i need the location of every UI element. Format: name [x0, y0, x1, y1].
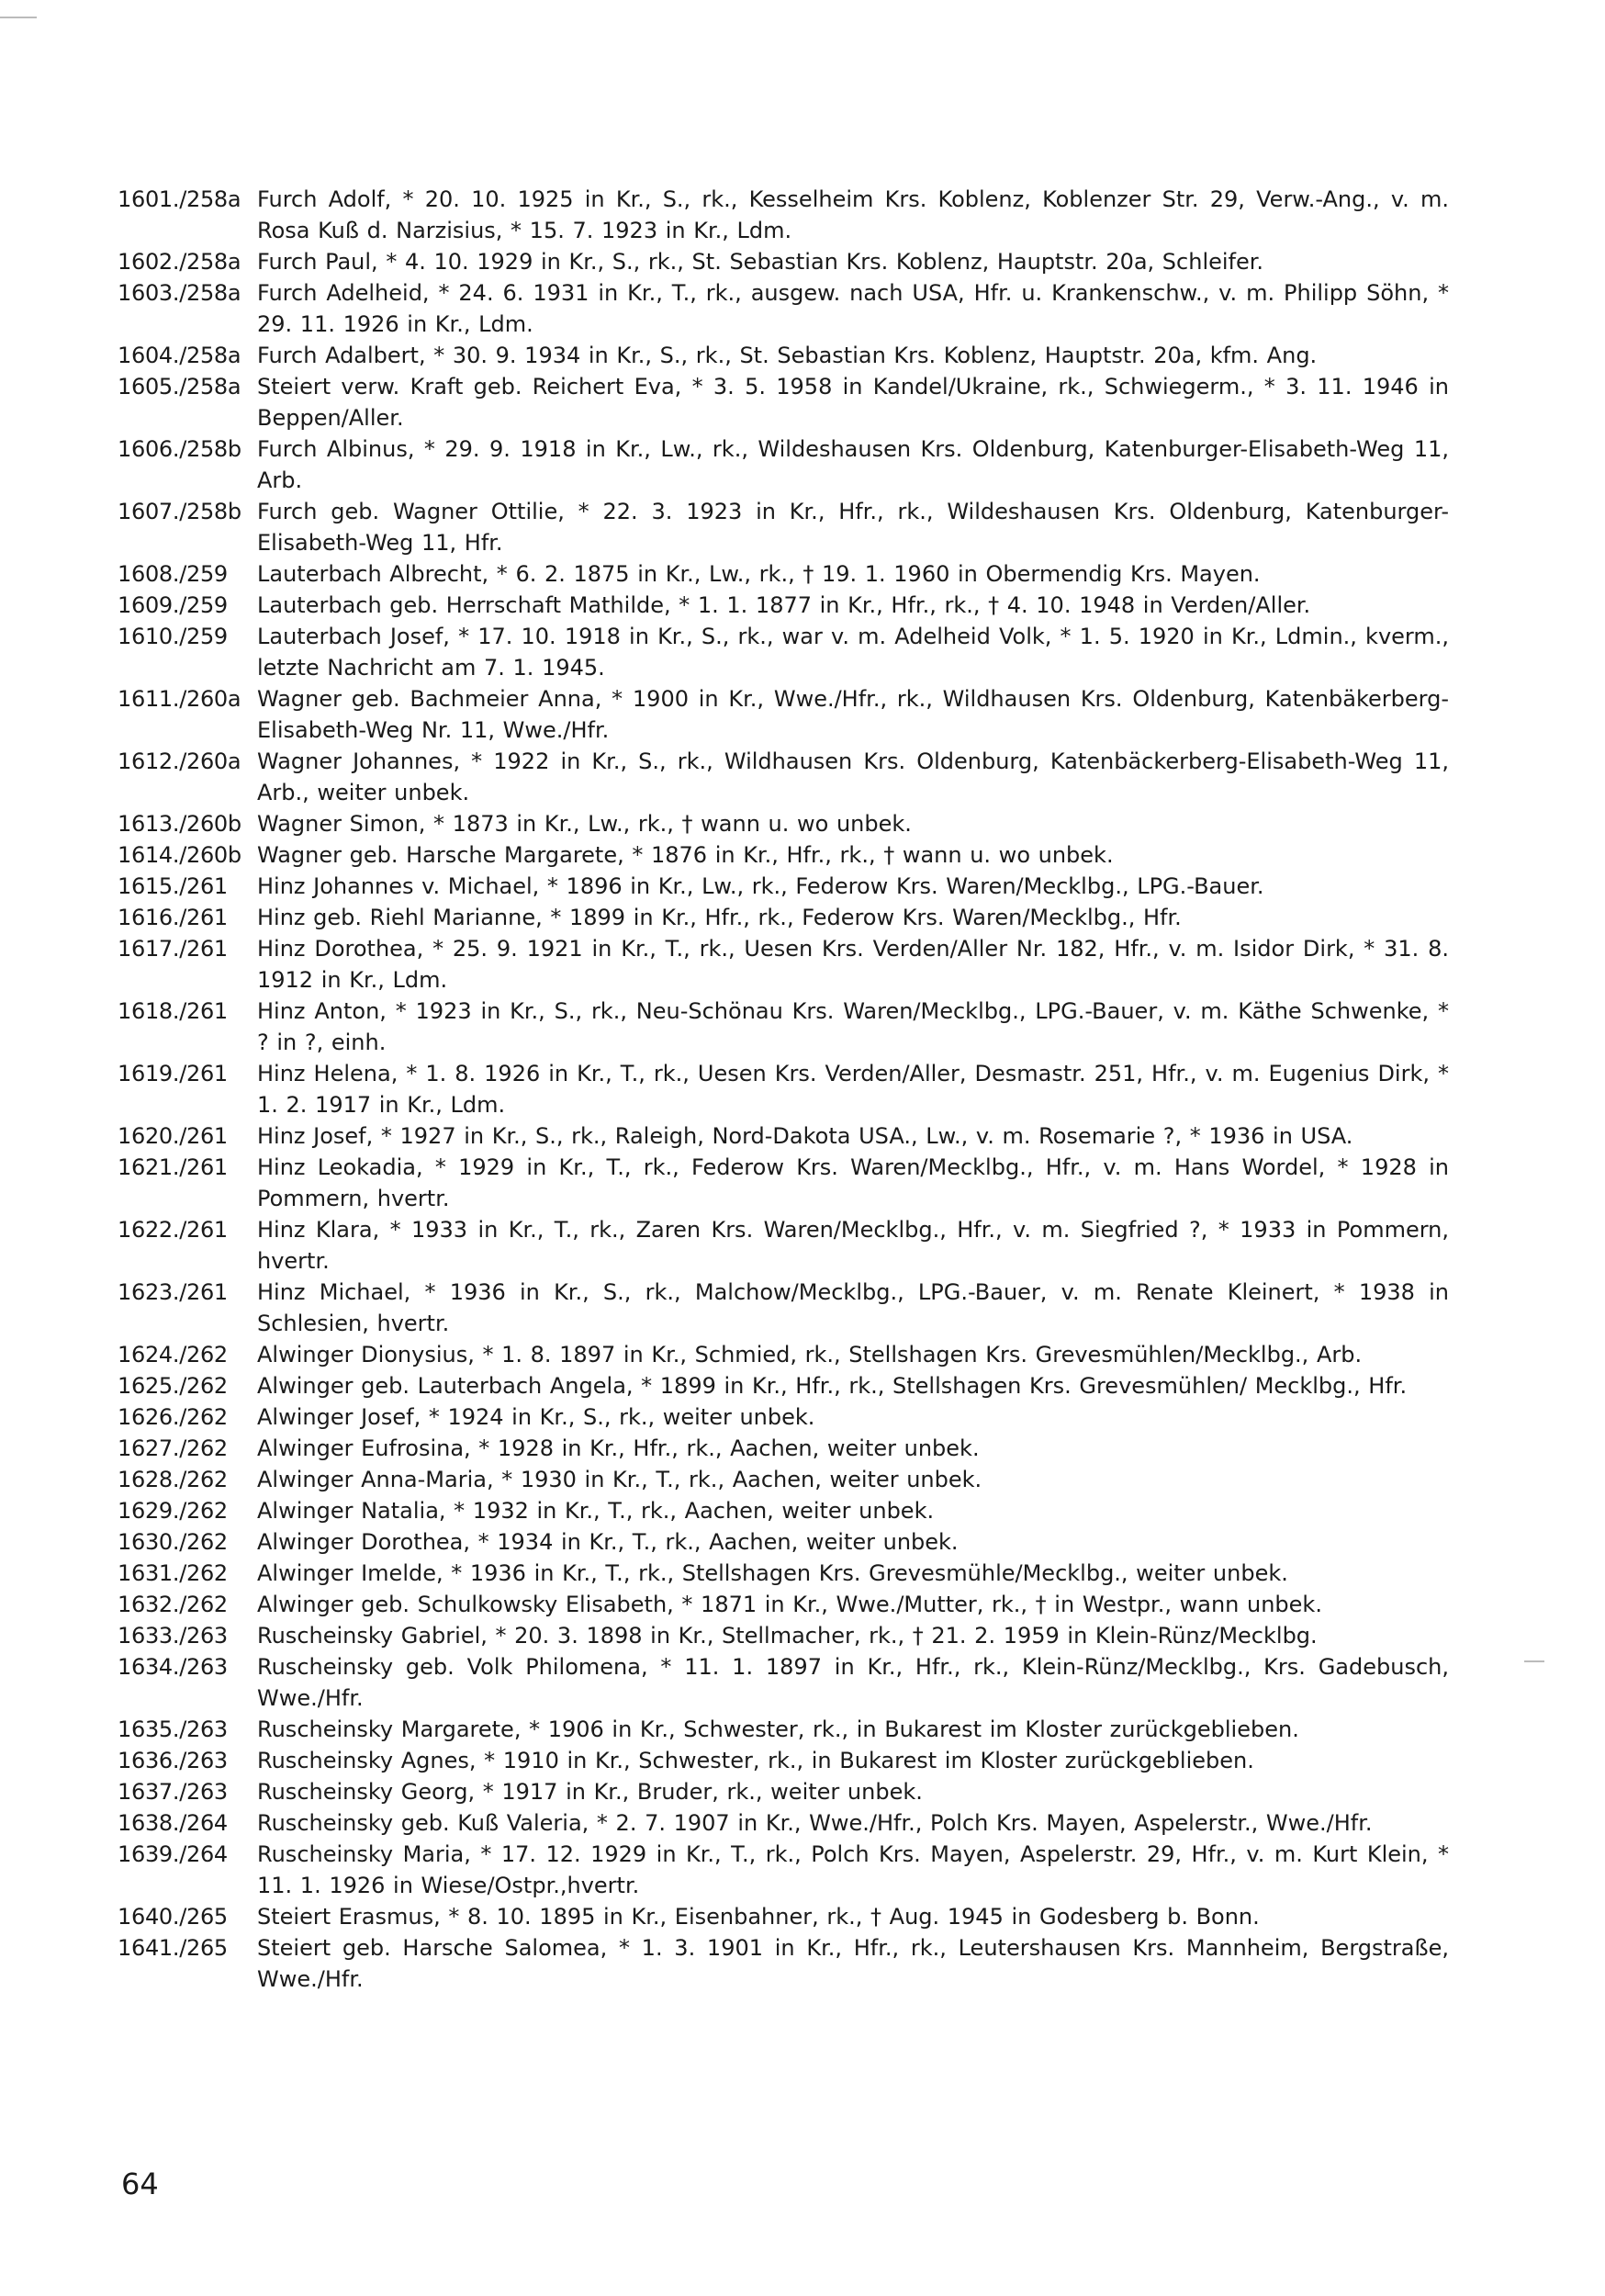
- entry-text: Alwinger geb. Schulkowsky Elisabeth, * 1871 in Kr., Wwe./Mutter, rk., † in Westpr., wann unbek.: [257, 1592, 1322, 1617]
- entry-text: Wagner Simon, * 1873 in Kr., Lw., rk., † wann u. wo unbek.: [257, 811, 912, 837]
- entry-text: Furch Albinus, * 29. 9. 1918 in Kr., Lw., rk., Wildeshausen Krs. Oldenburg, Katenburger-Elisabeth-Weg 11, Arb.: [257, 436, 1449, 493]
- entry-id: 1629./262: [118, 1498, 228, 1524]
- entry-text: Furch Adolf, * 20. 10. 1925 in Kr., S., rk., Kesselheim Krs. Koblenz, Koblenzer Str. 29, Verw.-Ang., v. m. Rosa Kuß d. Narzisius, * 15. 7. 1923 in Kr., Ldm.: [257, 186, 1449, 243]
- list-item: [118, 1152, 1449, 1214]
- entry-text: Steiert Erasmus, * 8. 10. 1895 in Kr., Eisenbahner, rk., † Aug. 1945 in Godesberg b. Bonn.: [257, 1904, 1260, 1930]
- entry-id: 1619./261: [118, 1061, 228, 1086]
- entry-id: 1639./264: [118, 1841, 228, 1867]
- list-item: [118, 1589, 1449, 1620]
- list-item: [118, 1620, 1449, 1651]
- scan-mark-right: [1524, 1660, 1544, 1662]
- entry-id: 1641./265: [118, 1935, 228, 1961]
- entry-id: 1631./262: [118, 1560, 228, 1586]
- entry-id: 1620./261: [118, 1123, 228, 1149]
- entry-text: Alwinger Imelde, * 1936 in Kr., T., rk., Stellshagen Krs. Grevesmühle/Mecklbg., weiter unbek.: [257, 1560, 1288, 1586]
- list-item: [118, 996, 1449, 1058]
- list-item: [118, 746, 1449, 808]
- entry-text: Lauterbach Josef, * 17. 10. 1918 in Kr., S., rk., war v. m. Adelheid Volk, * 1. 5. 1920 in Kr., Ldmin., kverm., letzte Nachricht am 7. 1. 1945.: [257, 624, 1449, 681]
- list-item: [118, 496, 1449, 558]
- entry-id: 1621./261: [118, 1154, 228, 1180]
- entry-id: 1610./259: [118, 624, 228, 649]
- entry-text: Hinz Helena, * 1. 8. 1926 in Kr., T., rk., Uesen Krs. Verden/Aller, Desmastr. 251, Hfr., v. m. Eugenius Dirk, * 1. 2. 1917 in Kr., Ldm.: [257, 1061, 1449, 1118]
- entry-text: Furch Adelheid, * 24. 6. 1931 in Kr., T., rk., ausgew. nach USA, Hfr. u. Krankenschw., v. m. Philipp Söhn, * 29. 11. 1926 in Kr., Ldm.: [257, 280, 1449, 337]
- entry-id: 1640./265: [118, 1904, 228, 1930]
- entry-text: Alwinger Dionysius, * 1. 8. 1897 in Kr., Schmied, rk., Stellshagen Krs. Grevesmühlen/Mecklbg., Arb.: [257, 1342, 1363, 1367]
- entry-id: 1627./262: [118, 1435, 228, 1461]
- entry-id: 1638./264: [118, 1810, 228, 1836]
- entry-id: 1609./259: [118, 592, 228, 618]
- entry-id: 1617./261: [118, 936, 228, 962]
- list-item: [118, 1495, 1449, 1526]
- entry-text: Hinz Dorothea, * 25. 9. 1921 in Kr., T., rk., Uesen Krs. Verden/Aller Nr. 182, Hfr., v. m. Isidor Dirk, * 31. 8. 1912 in Kr., Ldm.: [257, 936, 1449, 993]
- entry-text: Alwinger geb. Lauterbach Angela, * 1899 in Kr., Hfr., rk., Stellshagen Krs. Grevesmühlen/ Mecklbg., Hfr.: [257, 1373, 1408, 1399]
- entry-text: Wagner geb. Harsche Margarete, * 1876 in Kr., Hfr., rk., † wann u. wo unbek.: [257, 842, 1114, 868]
- list-item: [118, 1714, 1449, 1745]
- entry-list: [118, 184, 1449, 1995]
- list-item: [118, 1558, 1449, 1589]
- entry-text: Ruscheinsky geb. Kuß Valeria, * 2. 7. 1907 in Kr., Wwe./Hfr., Polch Krs. Mayen, Aspelerstr., Wwe./Hfr.: [257, 1810, 1373, 1836]
- list-item: [118, 683, 1449, 746]
- entry-id: 1623./261: [118, 1279, 228, 1305]
- entry-id: 1618./261: [118, 998, 228, 1024]
- entry-text: Alwinger Natalia, * 1932 in Kr., T., rk., Aachen, weiter unbek.: [257, 1498, 935, 1524]
- entry-text: Alwinger Dorothea, * 1934 in Kr., T., rk., Aachen, weiter unbek.: [257, 1529, 959, 1555]
- entry-text: Ruscheinsky Gabriel, * 20. 3. 1898 in Kr., Stellmacher, rk., † 21. 2. 1959 in Klein-Rünz/Mecklbg.: [257, 1623, 1318, 1649]
- list-item: [118, 1120, 1449, 1152]
- list-item: [118, 1932, 1449, 1995]
- list-item: [118, 1776, 1449, 1807]
- entry-id: 1603./258a: [118, 280, 241, 306]
- list-item: [118, 1370, 1449, 1401]
- list-item: [118, 1807, 1449, 1839]
- entry-id: 1608./259: [118, 561, 228, 587]
- entry-id: 1605./258a: [118, 374, 241, 400]
- entry-id: 1613./260b: [118, 811, 241, 837]
- entry-id: 1602./258a: [118, 249, 241, 275]
- entry-text: Furch Paul, * 4. 10. 1929 in Kr., S., rk., St. Sebastian Krs. Koblenz, Hauptstr. 20a, Schleifer.: [257, 249, 1264, 275]
- scan-mark-top: [0, 17, 37, 18]
- entry-text: Alwinger Anna-Maria, * 1930 in Kr., T., rk., Aachen, weiter unbek.: [257, 1467, 982, 1492]
- list-item: [118, 1651, 1449, 1714]
- list-item: [118, 839, 1449, 871]
- list-item: [118, 433, 1449, 496]
- list-item: [118, 1745, 1449, 1776]
- entry-text: Wagner geb. Bachmeier Anna, * 1900 in Kr., Wwe./Hfr., rk., Wildhausen Krs. Oldenburg, Katenbäkerberg-Elisabeth-Weg Nr. 11, Wwe./Hfr.: [257, 686, 1449, 743]
- list-item: [118, 1339, 1449, 1370]
- list-item: [118, 184, 1449, 246]
- entry-id: 1626./262: [118, 1404, 228, 1430]
- entry-id: 1625./262: [118, 1373, 228, 1399]
- entry-id: 1611./260a: [118, 686, 241, 712]
- entry-id: 1630./262: [118, 1529, 228, 1555]
- list-item: [118, 340, 1449, 371]
- entry-id: 1634./263: [118, 1654, 228, 1680]
- list-item: [118, 808, 1449, 839]
- entry-text: Furch geb. Wagner Ottilie, * 22. 3. 1923 in Kr., Hfr., rk., Wildeshausen Krs. Oldenburg, Katenburger-Elisabeth-Weg 11, Hfr.: [257, 499, 1449, 556]
- list-item: [118, 621, 1449, 683]
- entry-id: 1614./260b: [118, 842, 241, 868]
- entry-id: 1637./263: [118, 1779, 228, 1805]
- entry-text: Lauterbach Albrecht, * 6. 2. 1875 in Kr., Lw., rk., † 19. 1. 1960 in Obermendig Krs. Mayen.: [257, 561, 1261, 587]
- entry-id: 1607./258b: [118, 499, 241, 524]
- list-item: [118, 1839, 1449, 1901]
- list-item: [118, 1526, 1449, 1558]
- entry-text: Hinz Anton, * 1923 in Kr., S., rk., Neu-Schönau Krs. Waren/Mecklbg., LPG.-Bauer, v. m. Käthe Schwenke, * ? in ?, einh.: [257, 998, 1449, 1055]
- list-item: [118, 933, 1449, 996]
- entry-id: 1615./261: [118, 873, 228, 899]
- entry-text: Hinz Leokadia, * 1929 in Kr., T., rk., Federow Krs. Waren/Mecklbg., Hfr., v. m. Hans Wordel, * 1928 in Pommern, hvertr.: [257, 1154, 1449, 1211]
- entry-id: 1633./263: [118, 1623, 228, 1649]
- entry-id: 1628./262: [118, 1467, 228, 1492]
- entry-text: Lauterbach geb. Herrschaft Mathilde, * 1. 1. 1877 in Kr., Hfr., rk., † 4. 10. 1948 in Verden/Aller.: [257, 592, 1311, 618]
- entry-text: Furch Adalbert, * 30. 9. 1934 in Kr., S., rk., St. Sebastian Krs. Koblenz, Hauptstr. 20a, kfm. Ang.: [257, 343, 1318, 368]
- list-item: [118, 1433, 1449, 1464]
- entry-text: Alwinger Eufrosina, * 1928 in Kr., Hfr., rk., Aachen, weiter unbek.: [257, 1435, 980, 1461]
- page-number: 64: [121, 2167, 159, 2201]
- list-item: [118, 1901, 1449, 1932]
- entry-text: Hinz Josef, * 1927 in Kr., S., rk., Raleigh, Nord-Dakota USA., Lw., v. m. Rosemarie ?, * 1936 in USA.: [257, 1123, 1353, 1149]
- entry-text: Wagner Johannes, * 1922 in Kr., S., rk., Wildhausen Krs. Oldenburg, Katenbäckerberg-Elisabeth-Weg 11, Arb., weiter unbek.: [257, 748, 1449, 805]
- entry-id: 1624./262: [118, 1342, 228, 1367]
- entry-text: Alwinger Josef, * 1924 in Kr., S., rk., weiter unbek.: [257, 1404, 815, 1430]
- entry-text: Hinz Johannes v. Michael, * 1896 in Kr., Lw., rk., Federow Krs. Waren/Mecklbg., LPG.-Bauer.: [257, 873, 1264, 899]
- entry-text: Ruscheinsky Margarete, * 1906 in Kr., Schwester, rk., in Bukarest im Kloster zurückgeblieben.: [257, 1716, 1299, 1742]
- entry-id: 1604./258a: [118, 343, 241, 368]
- entry-id: 1636./263: [118, 1748, 228, 1773]
- list-item: [118, 590, 1449, 621]
- entry-text: Ruscheinsky Agnes, * 1910 in Kr., Schwester, rk., in Bukarest im Kloster zurückgeblieben.: [257, 1748, 1254, 1773]
- entry-id: 1635./263: [118, 1716, 228, 1742]
- list-item: [118, 1214, 1449, 1277]
- entry-text: Ruscheinsky Georg, * 1917 in Kr., Bruder, rk., weiter unbek.: [257, 1779, 923, 1805]
- list-item: [118, 558, 1449, 590]
- list-item: [118, 1401, 1449, 1433]
- list-item: [118, 1058, 1449, 1120]
- list-item: [118, 871, 1449, 902]
- list-item: [118, 371, 1449, 433]
- list-item: [118, 1464, 1449, 1495]
- entry-id: 1601./258a: [118, 186, 241, 212]
- entry-id: 1606./258b: [118, 436, 241, 462]
- entry-id: 1622./261: [118, 1217, 228, 1243]
- entry-text: Steiert verw. Kraft geb. Reichert Eva, * 3. 5. 1958 in Kandel/Ukraine, rk., Schwiegerm., * 3. 11. 1946 in Beppen/Aller.: [257, 374, 1449, 431]
- list-item: [118, 246, 1449, 277]
- list-item: [118, 902, 1449, 933]
- list-item: [118, 1277, 1449, 1339]
- entry-id: 1632./262: [118, 1592, 228, 1617]
- entry-text: Ruscheinsky Maria, * 17. 12. 1929 in Kr., T., rk., Polch Krs. Mayen, Aspelerstr. 29, Hfr., v. m. Kurt Klein, * 11. 1. 1926 in Wiese/Ostpr.,hvertr.: [257, 1841, 1449, 1898]
- entry-text: Hinz Klara, * 1933 in Kr., T., rk., Zaren Krs. Waren/Mecklbg., Hfr., v. m. Siegfried ?, * 1933 in Pommern, hvertr.: [257, 1217, 1449, 1274]
- entry-id: 1612./260a: [118, 748, 241, 774]
- entry-text: Steiert geb. Harsche Salomea, * 1. 3. 1901 in Kr., Hfr., rk., Leutershausen Krs. Mannheim, Bergstraße, Wwe./Hfr.: [257, 1935, 1449, 1992]
- entry-id: 1616./261: [118, 905, 228, 930]
- list-item: [118, 277, 1449, 340]
- entry-text: Hinz geb. Riehl Marianne, * 1899 in Kr., Hfr., rk., Federow Krs. Waren/Mecklbg., Hfr.: [257, 905, 1182, 930]
- entry-text: Hinz Michael, * 1936 in Kr., S., rk., Malchow/Mecklbg., LPG.-Bauer, v. m. Renate Kleinert, * 1938 in Schlesien, hvertr.: [257, 1279, 1449, 1336]
- entry-text: Ruscheinsky geb. Volk Philomena, * 11. 1. 1897 in Kr., Hfr., rk., Klein-Rünz/Mecklbg., Krs. Gadebusch, Wwe./Hfr.: [257, 1654, 1449, 1711]
